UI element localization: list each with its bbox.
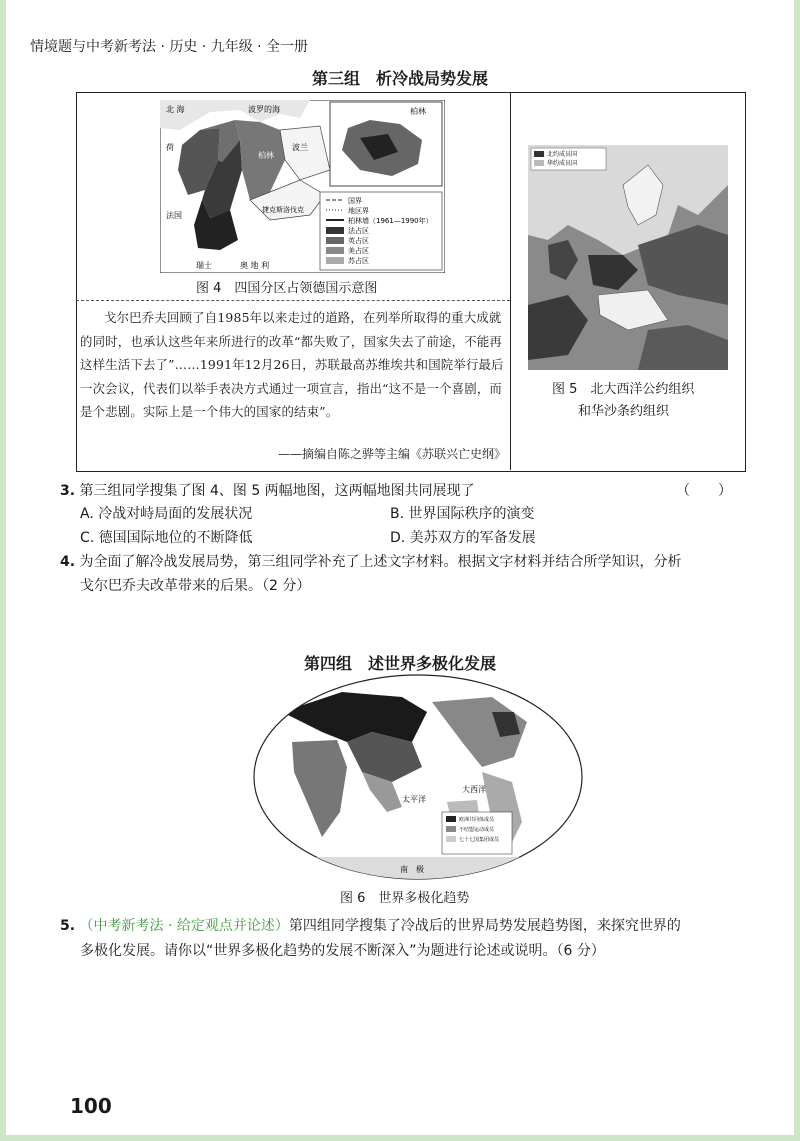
q4-line2: 戈尔巴乔夫改革带来的后果。（2 分） [80, 578, 311, 594]
q4-number: 4. [60, 554, 76, 570]
passage-source: ——摘编自陈之骅等主编《苏联兴亡史纲》 [277, 447, 506, 461]
legend-item: 法占区 [348, 227, 369, 235]
legend-item: 不结盟运动成员 [459, 827, 495, 833]
legend-item: 欧洲共同体成员 [459, 817, 495, 823]
map-label: 奥 地 利 [240, 261, 270, 270]
q3-option-a: A. 冷战对峙局面的发展状况 [80, 506, 253, 522]
map-label: 太平洋 [402, 795, 426, 804]
map-label: 瑞士 [196, 261, 212, 270]
map-label: 南 极 [400, 865, 424, 874]
fig5-caption-line2: 和华沙条约组织 [578, 404, 670, 419]
group4-title: 第四组 述世界多极化发展 [303, 654, 496, 673]
map-label: 大西洋 [462, 785, 486, 794]
map-label: 柏林 [258, 151, 274, 160]
legend-item: 英占区 [348, 237, 369, 245]
q3-number: 3. [60, 483, 76, 499]
page-border-bottom [0, 1135, 800, 1141]
legend-item: 七十七国集团成员 [459, 837, 500, 843]
q5-line1: 第四组同学搜集了冷战后的世界局势发展趋势图，来探究世界的 [288, 918, 681, 934]
gorbachev-passage: 戈尔巴乔夫回顾了自1985年以来走过的道路，在列举所取得的重大成就的同时，也承认这些年来所进行的改革“都失败了，国家失去了前途，不能再这样生活下去了”……1991年12月26日，苏联最高苏维埃共和国院举行最后一次会议，代表们以举手表决方式通过一项宣言，指出“这不是一个喜剧，而是个悲剧。实际上是一个伟大的国家的结束”。 [80, 310, 504, 419]
map-label: 柏林 [410, 107, 426, 116]
fig6-caption: 图 6 世界多极化趋势 [340, 891, 470, 906]
legend-item: 华约成员国 [547, 160, 578, 167]
running-header: 情境题与中考新考法 · 历史 · 九年级 · 全一册 [30, 39, 309, 55]
map-label: 法国 [166, 211, 182, 220]
legend-item: 柏林墙（1961—1990年） [348, 217, 433, 225]
q5-line2: 多极化发展。请你以“世界多极化趋势的发展不断深入”为题进行论述或说明。（6 分） [80, 943, 605, 959]
q3-option-c: C. 德国国际地位的不断降低 [80, 530, 253, 546]
frame-dashed-divider [76, 300, 510, 301]
legend-item: 苏占区 [348, 257, 369, 265]
map-label: 波兰 [292, 143, 308, 152]
fig4-caption: 图 4 四国分区占领德国示意图 [196, 281, 378, 296]
germany-occupation-map [160, 100, 445, 273]
page-border-left [0, 0, 6, 1141]
map-label: 捷克斯洛伐克 [262, 206, 304, 214]
group3-title: 第三组 析冷战局势发展 [311, 69, 488, 88]
page-number: 100 [70, 1094, 112, 1118]
page-border-right [794, 0, 800, 1141]
q3-option-b: B. 世界国际秩序的演变 [390, 506, 535, 522]
legend-item: 国界 [348, 197, 362, 205]
q4-line1: 为全面了解冷战发展局势，第三组同学补充了上述文字材料。根据文字材料并结合所学知识，分析 [79, 554, 682, 570]
world-multipolar-map [252, 672, 584, 882]
q5-number: 5. [60, 918, 76, 934]
q5-tag: （中考新考法 · 给定观点并论述） [79, 918, 289, 934]
q3-answer-paren: （ ） [676, 483, 732, 499]
q3-stem: 第三组同学搜集了图 4、图 5 两幅地图，这两幅地图共同展现了 [79, 483, 475, 499]
frame-divider [510, 92, 511, 470]
nato-warsaw-map [528, 145, 728, 370]
legend-item: 美占区 [348, 247, 369, 255]
legend-item: 地区界 [348, 207, 369, 215]
q3-option-d: D. 美苏双方的军备发展 [390, 530, 536, 546]
map-label: 荷 [166, 143, 174, 152]
map-label: 北 海 [166, 105, 185, 114]
legend-item: 北约成员国 [547, 151, 578, 158]
fig5-caption-line1: 图 5 北大西洋公约组织 [552, 382, 695, 397]
map-label: 波罗的海 [248, 105, 280, 114]
